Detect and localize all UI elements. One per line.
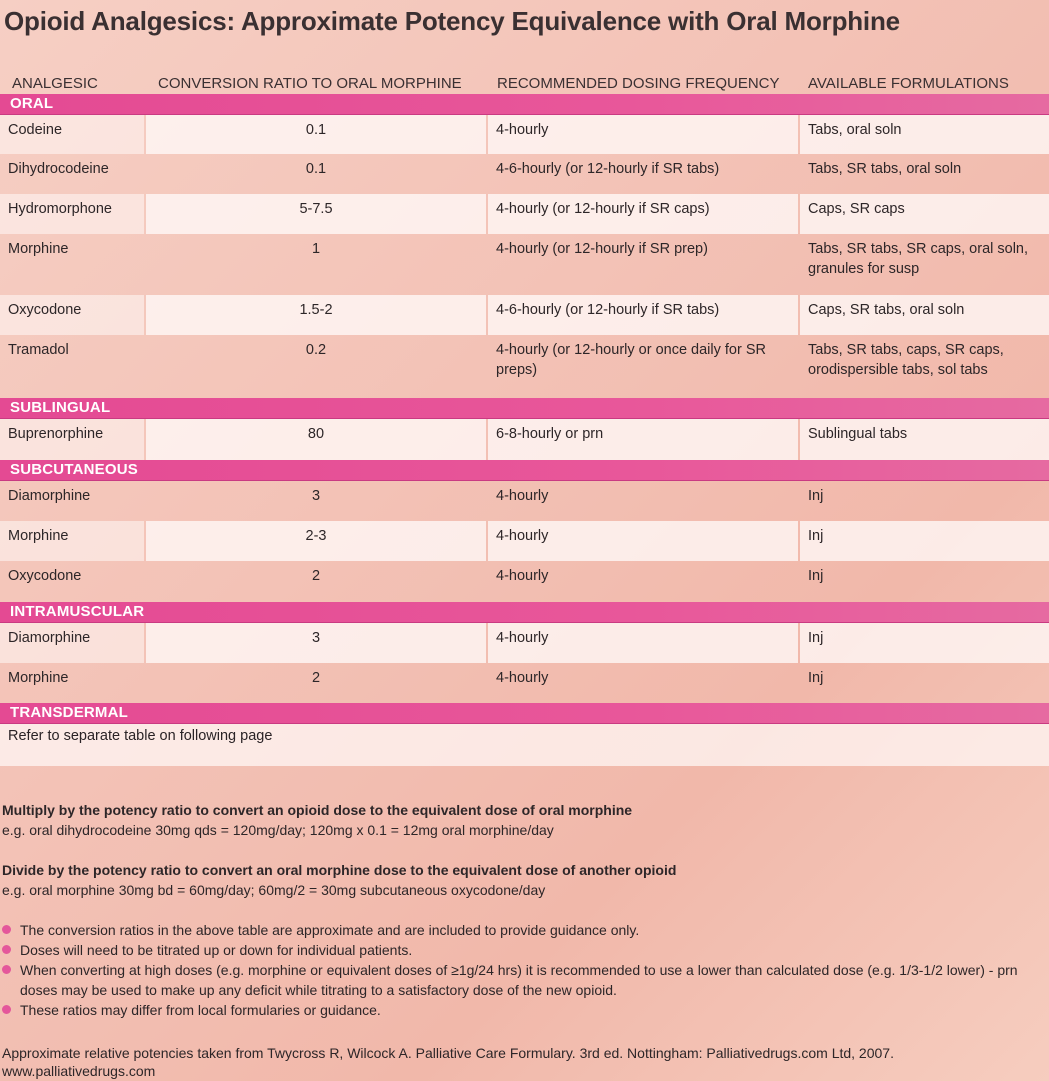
formulation-cell: Tabs, SR tabs, caps, SR caps, orodispersible tabs, sol tabs: [808, 342, 1004, 378]
table-row: [0, 481, 1049, 521]
table-row: [0, 234, 1049, 295]
ratio-cell: 0.2: [305, 342, 327, 358]
drug-cell: Diamorphine: [0, 623, 144, 663]
header-formulations: AVAILABLE FORMULATIONS: [808, 75, 1009, 92]
drug-cell: Oxycodone: [0, 295, 144, 335]
section-sublingual: [0, 398, 1049, 419]
divide-example: e.g. oral morphine 30mg bd = 60mg/day; 60mg/2 = 30mg subcutaneous oxycodone/day: [2, 882, 546, 898]
section-oral: [0, 94, 1049, 115]
list-item: [0, 920, 1049, 940]
table-row: [0, 623, 1049, 663]
ratio-cell: 0.1: [146, 115, 486, 154]
bullet-icon: [2, 1005, 11, 1014]
list-item: [0, 960, 1049, 1000]
formulation-cell: Tabs, SR tabs, oral soln: [808, 161, 962, 177]
drug-cell: Morphine: [0, 521, 144, 561]
frequency-cell: 4-hourly: [496, 670, 549, 686]
multiply-heading: Multiply by the potency ratio to convert an opioid dose to the equivalent dose of oral morphine: [2, 802, 633, 818]
bullet-text: These ratios may differ from local formularies or guidance.: [20, 1002, 381, 1018]
formulation-cell: Caps, SR tabs, oral soln: [800, 295, 1049, 335]
divide-heading: Divide by the potency ratio to convert an oral morphine dose to the equivalent dose of another opioid: [2, 862, 677, 878]
section-intramuscular: [0, 602, 1049, 623]
frequency-cell: 4-hourly (or 12-hourly or once daily for SR preps): [496, 342, 766, 378]
header-frequency: RECOMMENDED DOSING FREQUENCY: [497, 75, 780, 92]
bullet-text: The conversion ratios in the above table are approximate and are included to provide guidance only.: [20, 922, 640, 938]
table-row: [0, 521, 1049, 561]
frequency-cell: 4-hourly: [488, 521, 798, 561]
table-row: [0, 663, 1049, 703]
formulation-cell: Inj: [808, 670, 824, 686]
drug-cell: Buprenorphine: [0, 419, 144, 460]
header-ratio: CONVERSION RATIO TO ORAL MORPHINE: [158, 75, 462, 92]
frequency-cell: 4-hourly (or 12-hourly if SR prep): [496, 241, 708, 257]
frequency-cell: 4-hourly: [488, 115, 798, 154]
ratio-cell: 2: [311, 568, 321, 584]
ratio-cell: 0.1: [305, 161, 327, 177]
ratio-cell: 5-7.5: [146, 194, 486, 234]
section-label: ORAL: [10, 95, 54, 112]
frequency-cell: 6-8-hourly or prn: [488, 419, 798, 460]
footer: [2, 1044, 894, 1080]
bullet-icon: [2, 925, 11, 934]
table-row: [0, 154, 1049, 194]
section-label: INTRAMUSCULAR: [10, 603, 145, 620]
formulation-cell: Inj: [808, 488, 824, 504]
formulation-cell: Caps, SR caps: [800, 194, 1049, 234]
ratio-cell: 3: [146, 623, 486, 663]
table-row: [0, 194, 1049, 234]
formulation-cell: Tabs, SR tabs, SR caps, oral soln, granules for susp: [808, 241, 1029, 277]
formulation-cell: Inj: [808, 568, 824, 584]
multiply-example: e.g. oral dihydrocodeine 30mg qds = 120mg/day; 120mg x 0.1 = 12mg oral morphine/day: [2, 822, 554, 838]
section-label: TRANSDERMAL: [10, 704, 129, 721]
section-transdermal: [0, 703, 1049, 724]
table-row: [0, 419, 1049, 460]
section-label: SUBLINGUAL: [10, 399, 111, 416]
frequency-cell: 4-6-hourly (or 12-hourly if SR tabs): [496, 161, 720, 177]
column-headers: [0, 72, 1049, 94]
drug-cell: Oxycodone: [8, 568, 82, 584]
drug-cell: Morphine: [8, 241, 69, 257]
bullet-icon: [2, 945, 11, 954]
list-item: [0, 1000, 1049, 1020]
drug-cell: Codeine: [0, 115, 144, 154]
frequency-cell: 4-hourly (or 12-hourly if SR caps): [488, 194, 798, 234]
source-url[interactable]: www.palliativedrugs.com: [2, 1063, 156, 1079]
formulation-cell: Tabs, oral soln: [800, 115, 1049, 154]
source-citation: Approximate relative potencies taken from Twycross R, Wilcock A. Palliative Care Formulary. 3rd ed. Nottingham: Palliativedrugs.com Ltd, 2007.: [2, 1045, 894, 1061]
drug-cell: Dihydrocodeine: [8, 161, 109, 177]
formulation-cell: Inj: [800, 623, 1049, 663]
transdermal-note: Refer to separate table on following page: [8, 728, 273, 744]
table-row: [0, 115, 1049, 154]
frequency-cell: 4-hourly: [496, 568, 549, 584]
bullet-text: Doses will need to be titrated up or down for individual patients.: [20, 942, 413, 958]
frequency-cell: 4-6-hourly (or 12-hourly if SR tabs): [488, 295, 798, 335]
section-subcutaneous: [0, 460, 1049, 481]
ratio-cell: 3: [311, 488, 321, 504]
formulation-cell: Sublingual tabs: [800, 419, 1049, 460]
ratio-cell: 2-3: [146, 521, 486, 561]
drug-cell: Tramadol: [8, 342, 69, 358]
ratio-cell: 1.5-2: [146, 295, 486, 335]
page-title: Opioid Analgesics: Approximate Potency Equivalence with Oral Morphine: [4, 6, 900, 36]
drug-cell: Hydromorphone: [0, 194, 144, 234]
ratio-cell: 80: [146, 419, 486, 460]
list-item: [0, 940, 1049, 960]
frequency-cell: 4-hourly: [496, 488, 549, 504]
drug-cell: Morphine: [8, 670, 69, 686]
conversion-notes: [0, 800, 1049, 1020]
bullet-text: When converting at high doses (e.g. morphine or equivalent doses of ≥1g/24 hrs) it is recommended to use a lower than calculated dose (e.g. 1/3-1/2 lower) - prn doses may be used to make up any deficit while titrating to a satisfactory dose of the new opioid.: [20, 962, 1018, 998]
header-analgesic: ANALGESIC: [12, 75, 98, 92]
section-label: SUBCUTANEOUS: [10, 461, 138, 478]
table-row: [0, 561, 1049, 602]
table-row: [0, 295, 1049, 335]
ratio-cell: 1: [311, 241, 321, 257]
bullet-icon: [2, 965, 11, 974]
table-row: [0, 335, 1049, 398]
ratio-cell: 2: [311, 670, 321, 686]
drug-cell: Diamorphine: [8, 488, 91, 504]
formulation-cell: Inj: [800, 521, 1049, 561]
transdermal-note-row: [0, 724, 1049, 766]
potency-table: [0, 72, 1049, 766]
frequency-cell: 4-hourly: [488, 623, 798, 663]
